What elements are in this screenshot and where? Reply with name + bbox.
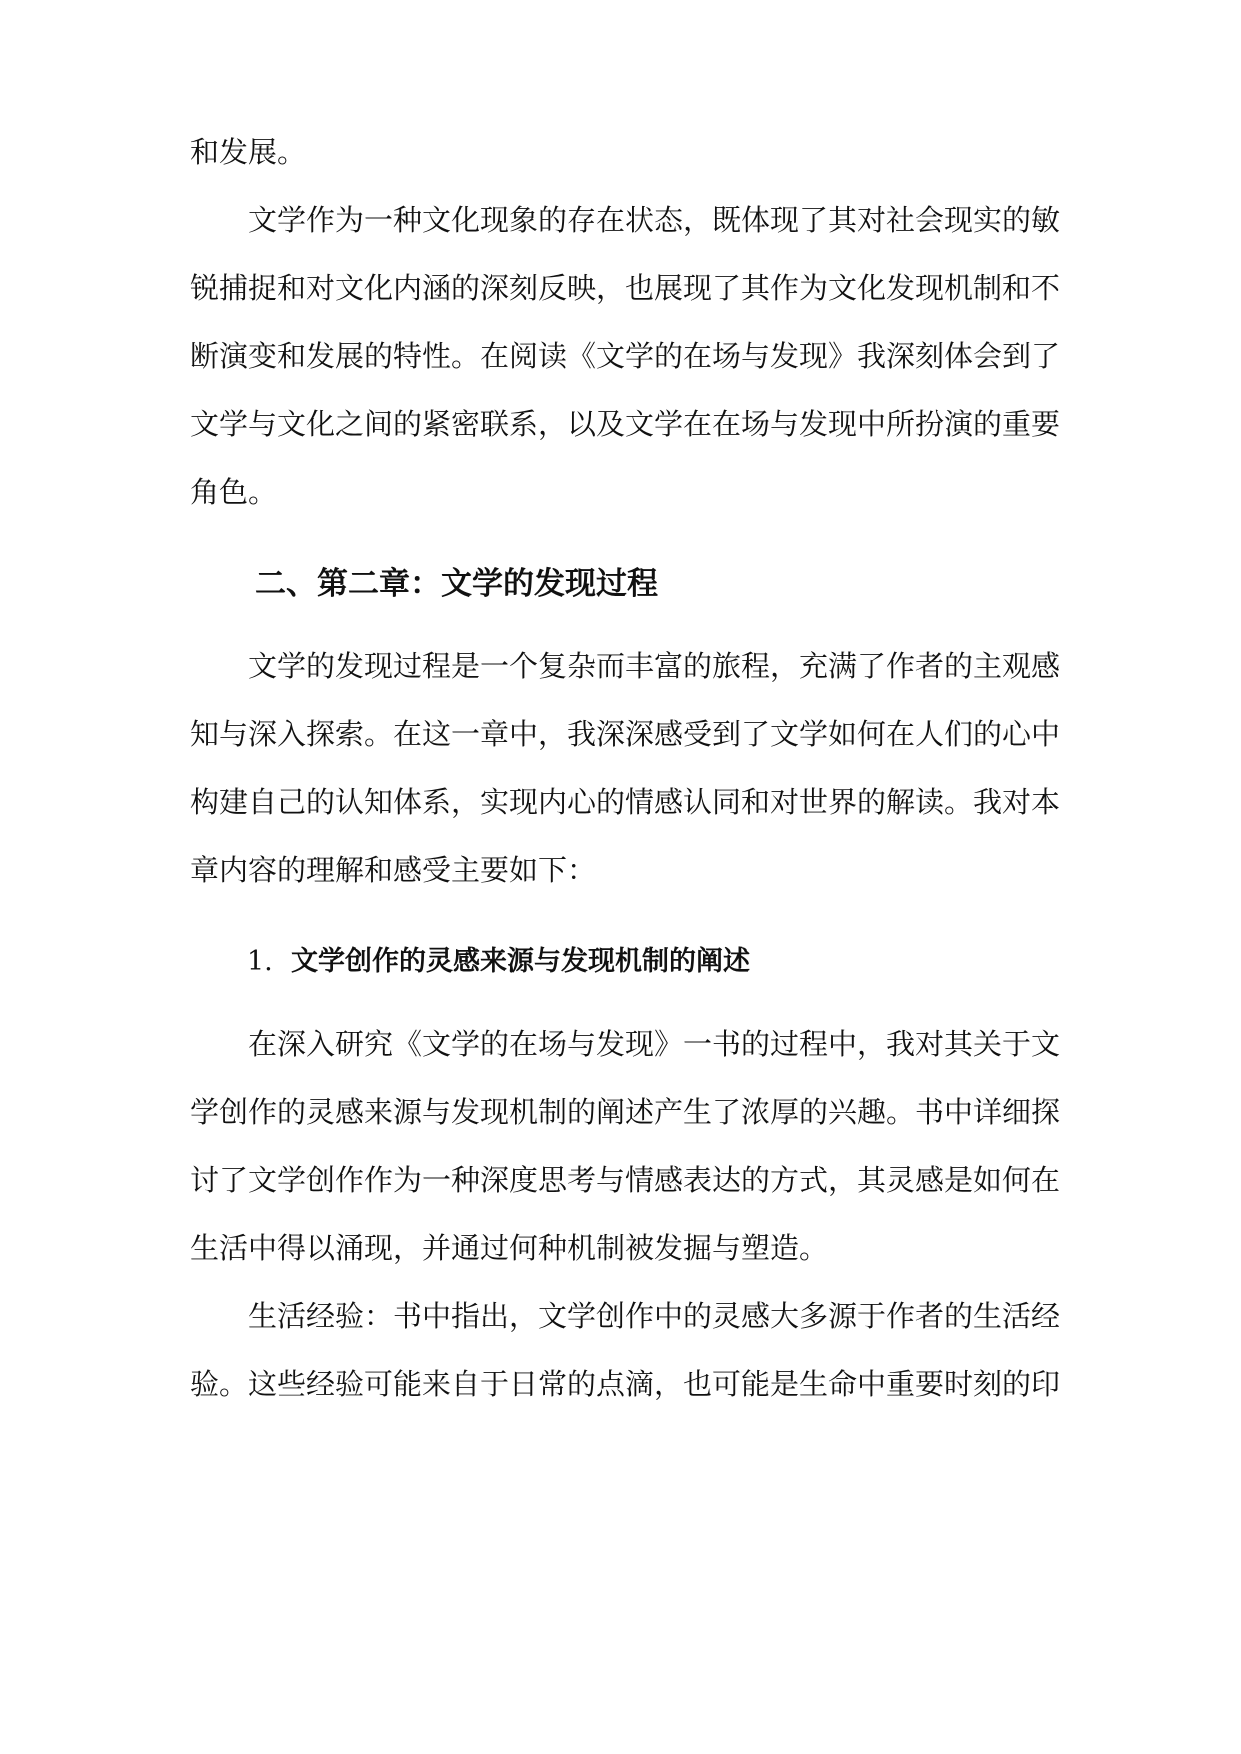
paragraph-line: 文学与文化之间的紧密联系，以及文学在在场与发现中所扮演的重要	[190, 407, 1061, 441]
paragraph-line: 角色。	[190, 475, 278, 509]
subsection-number: 1.	[247, 946, 273, 977]
paragraph-line: 生活中得以涌现，并通过何种机制被发掘与塑造。	[190, 1231, 829, 1265]
paragraph-line: 锐捕捉和对文化内涵的深刻反映，也展现了其作为文化发现机制和不	[190, 271, 1061, 305]
paragraph-line: 在深入研究《文学的在场与发现》一书的过程中，我对其关于文	[248, 1027, 1061, 1061]
paragraph-line: 验。这些经验可能来自于日常的点滴，也可能是生命中重要时刻的印	[190, 1367, 1061, 1401]
intro-paragraph-line: 和发展。	[190, 135, 307, 169]
paragraph-line: 章内容的理解和感受主要如下：	[190, 853, 597, 887]
paragraph-line: 生活经验：书中指出，文学创作中的灵感大多源于作者的生活经	[248, 1299, 1061, 1333]
paragraph-line: 讨了文学创作作为一种深度思考与情感表达的方式，其灵感是如何在	[190, 1163, 1061, 1197]
subsection-title: 文学创作的灵感来源与发现机制的阐述	[291, 946, 750, 977]
section-heading: 二、第二章：文学的发现过程	[255, 566, 658, 602]
paragraph-line: 文学的发现过程是一个复杂而丰富的旅程，充满了作者的主观感	[248, 649, 1061, 683]
paragraph-line: 断演变和发展的特性。在阅读《文学的在场与发现》我深刻体会到了	[190, 339, 1061, 373]
paragraph-line: 学创作的灵感来源与发现机制的阐述产生了浓厚的兴趣。书中详细探	[190, 1095, 1061, 1129]
subsection-heading	[247, 942, 750, 982]
paragraph-line: 文学作为一种文化现象的存在状态，既体现了其对社会现实的敏	[248, 203, 1061, 237]
paragraph-line: 知与深入探索。在这一章中，我深深感受到了文学如何在人们的心中	[190, 717, 1061, 751]
paragraph-line: 构建自己的认知体系，实现内心的情感认同和对世界的解读。我对本	[190, 785, 1061, 819]
